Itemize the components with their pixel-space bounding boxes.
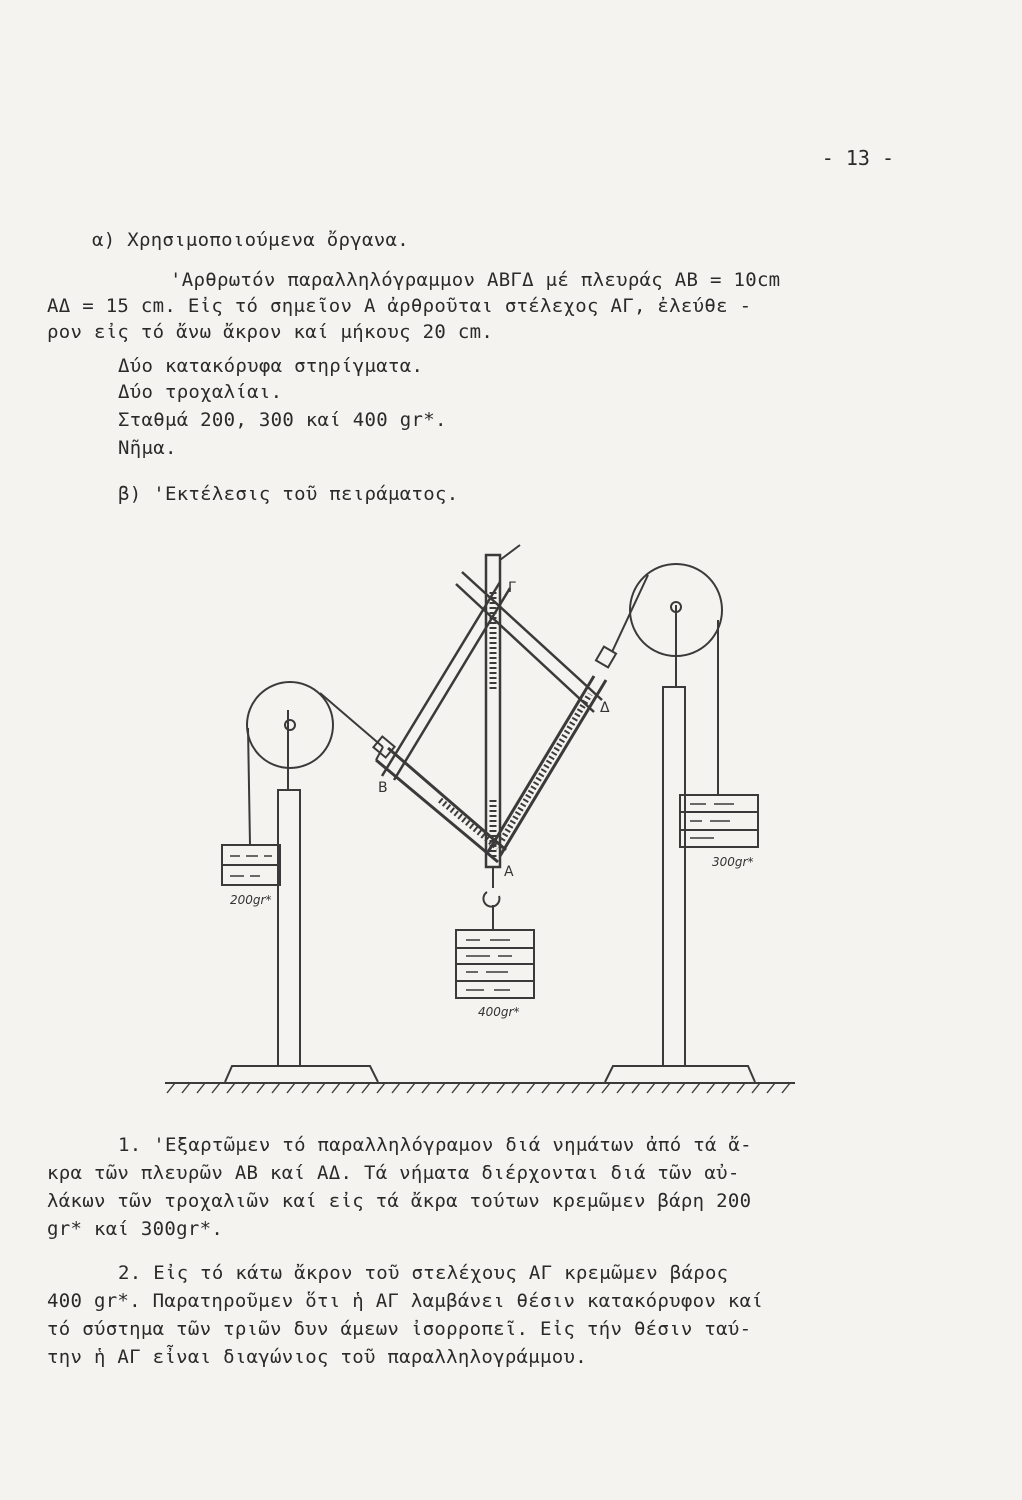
rod-bg: [382, 582, 510, 780]
step-1-line-2: κρα τῶν πλευρῶν ΑΒ καί ΑΔ. Τά νήματα διέρχονται διά τῶν αὐ-: [47, 1162, 740, 1184]
section-a-heading: α) Χρησιμοποιούμενα ὄργανα.: [92, 229, 409, 251]
step-2-line-1: 2. Εἰς τό κάτω ἄκρον τοῦ στελέχους ΑΓ κρεμῶμεν βάρος: [118, 1262, 729, 1284]
step-1-line-1: 1. 'Εξαρτῶμεν τό παραλληλόγραμον διά νημάτων ἀπό τά ἄ-: [118, 1134, 752, 1156]
step-2-line-4: την ἡ ΑΓ εἶναι διαγώνιος τοῦ παραλληλογράμμου.: [47, 1346, 587, 1368]
weight-label-center: 400gr*: [478, 1005, 520, 1019]
left-thread-to-b: [320, 693, 383, 747]
right-weight: [680, 795, 758, 847]
section-a-line-6: Σταθμά 200, 300 καί 400 gr*.: [118, 409, 447, 431]
section-a-line-3: ρον εἰς τό ἄνω ἄκρον καί μήκους 20 cm.: [47, 321, 494, 343]
step-2-line-3: τό σύστημα τῶν τριῶν δυν άμεων ἰσορροπεῖ. Εἰς τήν θέσιν ταύ-: [47, 1318, 752, 1340]
section-a-line-5: Δύο τροχαλίαι.: [118, 381, 283, 403]
ground-hatching: [167, 1083, 790, 1093]
section-a-line-4: Δύο κατακόρυφα στηρίγματα.: [118, 355, 424, 377]
section-a-line-7: Νῆμα.: [118, 437, 177, 459]
hook: [483, 867, 499, 907]
label-alpha: Α: [504, 864, 514, 880]
pin-b: [373, 736, 394, 757]
label-delta: Δ: [600, 700, 610, 716]
label-beta: Β: [378, 780, 388, 796]
page-number: - 13 -: [821, 146, 894, 170]
center-weight: [456, 930, 534, 998]
step-1-line-3: λάκων τῶν τροχαλιῶν καί εἰς τά ἄκρα τούτων κρεμῶμεν βάρη 200: [47, 1190, 752, 1212]
left-weight: [222, 845, 280, 885]
section-b-heading: β) 'Εκτέλεσις τοῦ πειράματος.: [118, 483, 459, 505]
rod-ad: [488, 676, 606, 856]
label-gamma: Γ: [508, 580, 516, 596]
weight-label-left: 200gr*: [230, 893, 272, 907]
step-2-line-2: 400 gr*. Παρατηροῦμεν ὅτι ἡ ΑΓ λαμβάνει θέσιν κατακόρυφον καί: [47, 1290, 764, 1312]
left-pulley: [247, 682, 333, 768]
step-1-line-4: gr* καί 300gr*.: [47, 1218, 224, 1240]
section-a-line-1: 'Αρθρωτόν παραλληλόγραμμον ΑΒΓΔ μέ πλευράς ΑΒ = 10cm: [170, 269, 781, 291]
left-thread-down: [248, 728, 250, 845]
section-a-line-2: ΑΔ = 15 cm. Εἰς τό σημεῖον Α ἀρθροῦται στέλεχος ΑΓ, ἐλεύθε -: [47, 295, 752, 317]
weight-label-right: 300gr*: [712, 855, 754, 869]
